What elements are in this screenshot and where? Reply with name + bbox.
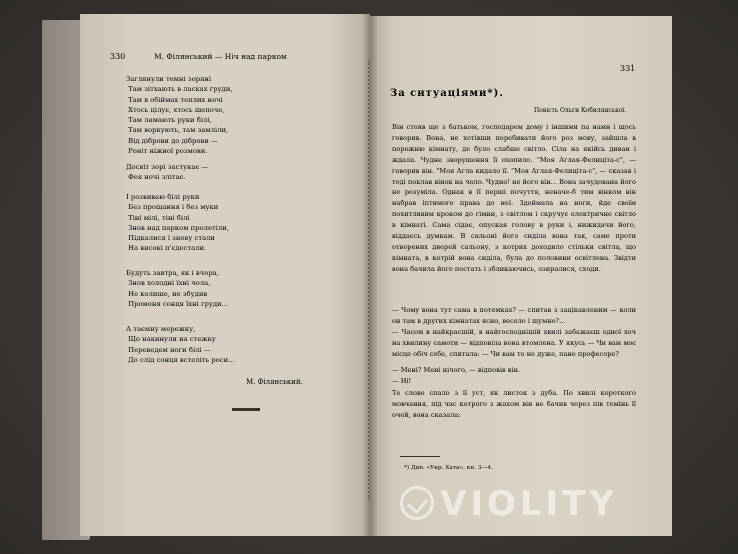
- end-ornament: [232, 408, 260, 411]
- paragraph-2: — Чому вона тут сама в потемках? — спитав з зацікавленим — коли он там в других кімнатах ясно, весело і шумно?...: [392, 306, 636, 325]
- poem-signature: М. Філянський.: [246, 378, 303, 386]
- running-head: М. Філянський — Ніч над парком: [154, 52, 287, 61]
- poem-stanza-1: Заглянули темні зоряні Там зітхають в ласках груди, Там в обіймах теплих ночі Хтось цілує, хтось шепоче, Там ламають руки білі, Там воркують, там замліли, Від діброви до діброви — Роніт ніжної розмови.: [126, 75, 233, 156]
- poem-stanza-5: А таємну мережку, Що накинули на стежку Переведем ноги білі — До слід сонця встеліть роси...: [126, 325, 235, 364]
- paragraph-6: Те слово спало з її уст, як листок з дуба. По хвилі короткого мовчання, під час котрого з жахом він не бачив через пів темінь її очей, вона сказала:: [392, 389, 636, 419]
- watermark: VIOLITY: [440, 484, 618, 524]
- footnote-rule: [400, 456, 440, 457]
- right-page-number: 331: [620, 64, 636, 73]
- paragraph-4: — Мені? Мені нічого, — відповів він.: [392, 366, 521, 374]
- paragraph-3: — Часом в найкрасшій, в найгосподнішій хвилі забажаєш одної хоч на хвилину самоти — відповіла вона втомлена. У якусь — Чи вам моє місце обіч себе, спитала: — Чи вам то не дуже, пане професоре?: [392, 328, 636, 358]
- footnote: *) Див. «Укр. Хата», кн. 3—4.: [404, 465, 493, 471]
- binding-stitch: [368, 60, 372, 500]
- chapter-title: За ситуаціями*).: [390, 88, 504, 99]
- watermark-check-icon: [400, 486, 434, 520]
- chapter-subtitle: Повість Ольги Кобилянської.: [534, 107, 627, 114]
- left-page-number: 330: [110, 52, 126, 61]
- poem-stanza-4: Будуть завтра, як і вчора, Знов холодні їхні чола, Не колише, не збудив Променя сонця їхні груди...: [126, 269, 229, 308]
- paragraph-5: — Ні!: [392, 377, 412, 385]
- paragraph-1: Він стояв ще з батьком, господарем дому і іншими па намн і щось говорив. Вона, не хотівши перебивати його роз мову, зайшла в порожню кімнату, де було слабше світло. Сіла на якійсь диван і ждала. Чудне зворушення її охопило. "Моя Аглая-Фелиціта-с", — говорив він. "Моя Агла кидало її. "Моя Аглая-Фелиціта-с", — сказав і тоді поклав вінок на чоло. Чудно! не його він... Вона зачудована його не розуміла. Однак в її перші почуття, неначе-б тим вінком він набрав іптимого права до неї. Здоймала на ноги, йде своїм похитливим кроком до гімни, з світлом і скручує електричне світло в кімнаті. Сама сідає, опуская голову в руки і, нижидачи його, віддаєсь думкам. В сальоні його сиділа вона так, саме проти отворених дверей сальону, з котрих доходило стільки світла, що кімната, в котрій вона сиділа, була до половини освітлена. Звідти вона бачила його постать і збликаючись, озиралися, сходи.: [392, 123, 636, 273]
- poem-stanza-3: І розвиваю білі руки Без прощання і без муки Тіні мілі, тіні білі Знов над парком пролетіли, Підкалися і знову стали На високі п'єдестали.: [126, 193, 229, 253]
- poem-stanza-2: Досвіт зорі застукає — Фея ночі злітає.: [126, 163, 209, 182]
